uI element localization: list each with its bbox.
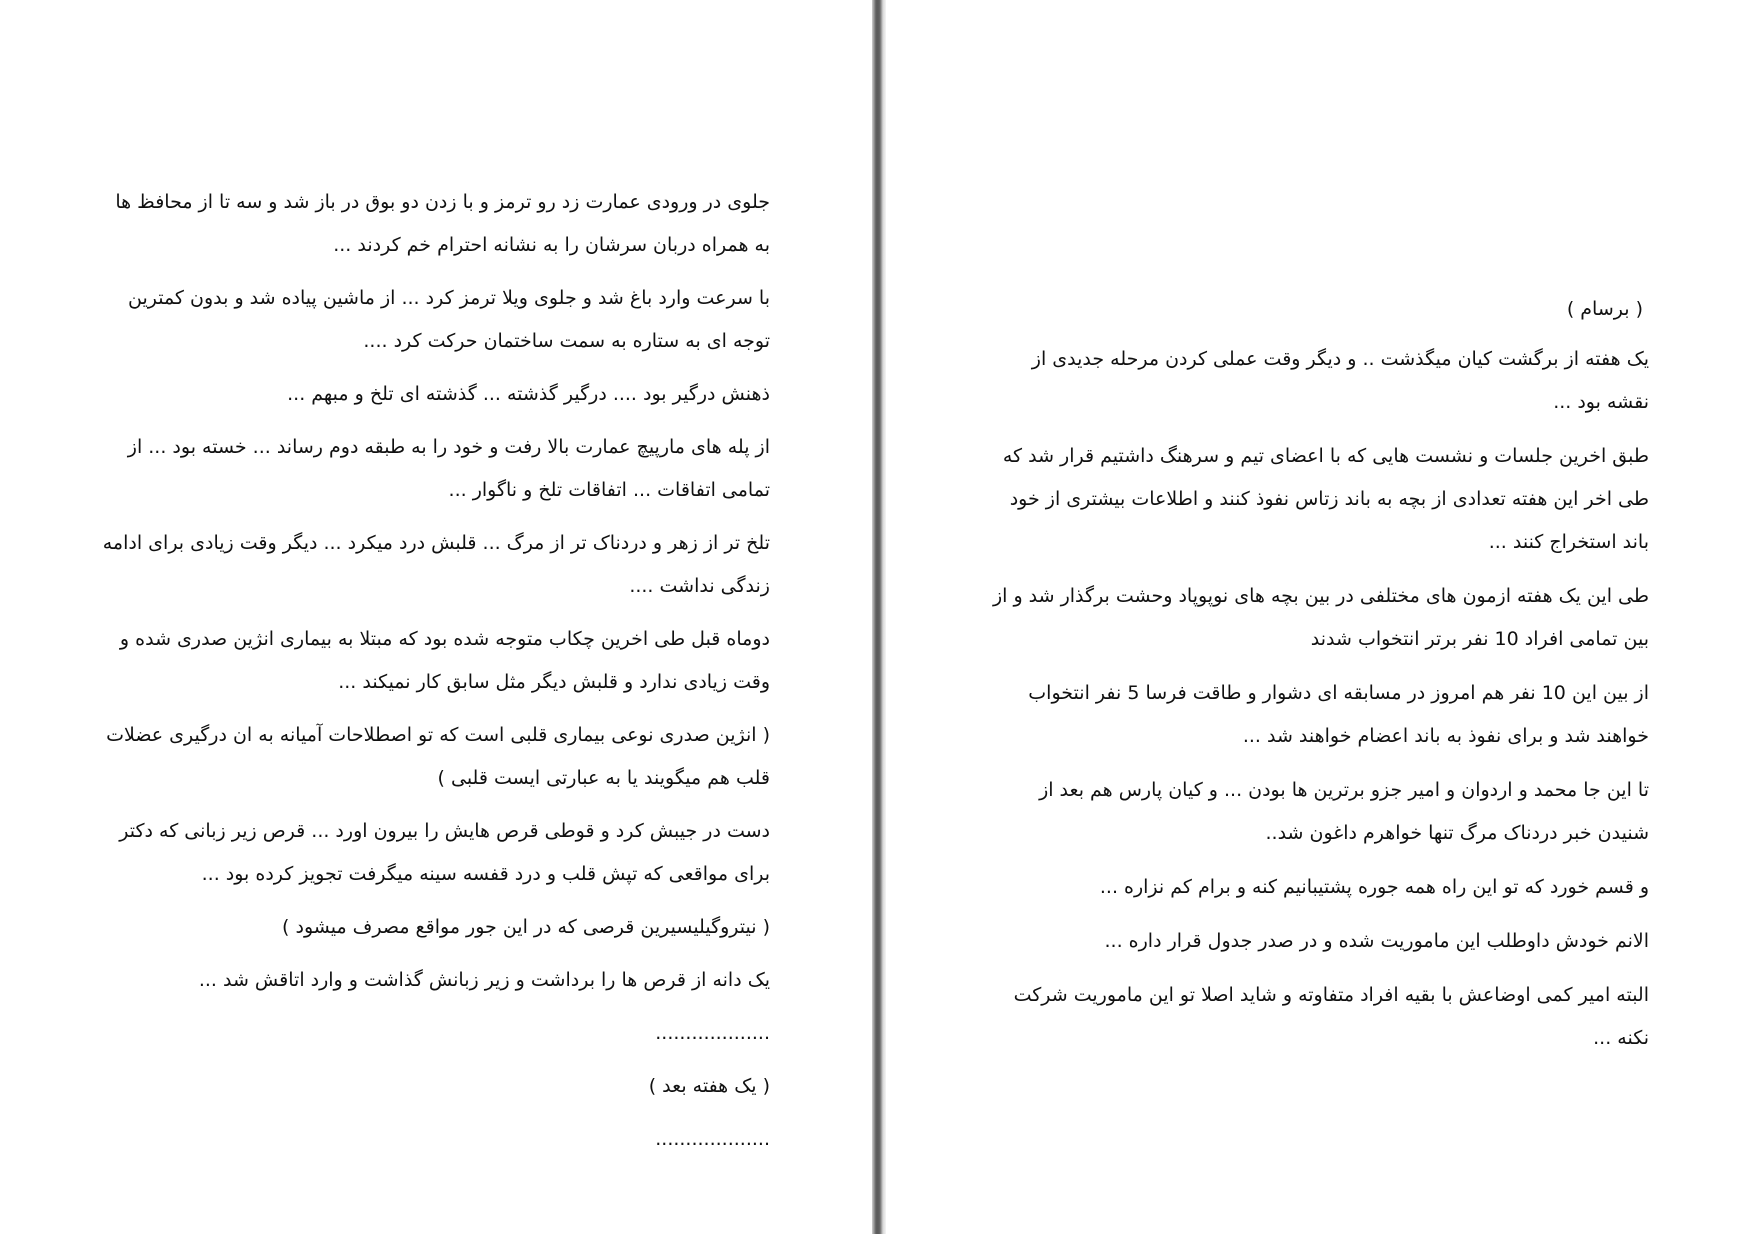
right-paragraph-2: طبق اخرین جلسات و نشست هایی که با اعضای تیم و سرهنگ داشتیم قرار شد که طی اخر این هفته تعدادی از بچه به باند زتاس نفوذ کنند و اطلاعات بیشتری از خود باند استخراج کنند ... bbox=[1002, 445, 1649, 553]
left-page bbox=[0, 0, 872, 1234]
left-paragraph-3: ذهنش درگیر بود .... درگیر گذشته ... گذشته ای تلخ و مبهم ... bbox=[287, 383, 770, 405]
right-paragraph-1: یک هفته از برگشت کیان میگذشت .. و دیگر وقت عملی کردن مرحله جدیدی از نقشه بود ... bbox=[1031, 348, 1649, 413]
scene-separator-bottom: ................... bbox=[655, 1128, 770, 1150]
left-paragraph-10: یک دانه از قرص ها را برداشت و زیر زبانش گذاشت و وارد اتاقش شد ... bbox=[198, 969, 770, 991]
left-paragraph-9: ( نیتروگیلیسیرین قرصی که در این جور مواقع مصرف میشود ) bbox=[282, 916, 770, 938]
left-paragraph-5: تلخ تر از زهر و دردناک تر از مرگ ... قلبش درد میکرد ... دیگر وقت زیادی برای ادامه زندگی نداشت .... bbox=[102, 532, 770, 597]
left-paragraph-6: دوماه قبل طی اخرین چکاب متوجه شده بود که مبتلا به بیماری انژین صدری شده و وقت زیادی ندارد و قلبش دیگر مثل سابق کار نمیکند ... bbox=[119, 628, 770, 693]
left-paragraph-8: دست در جیبش کرد و قوطی قرص هایش را بیرون اورد ... قرص زیر زبانی که دکتر برای مواقعی که تپش قلب و درد قفسه سینه میگرفت تجویز کرده بود ... bbox=[119, 820, 770, 885]
left-paragraph-2: با سرعت وارد باغ شد و جلوی ویلا ترمز کرد ... از ماشین پیاده شد و بدون کمترین توجه ای به ستاره به سمت ساختمان حرکت کرد .... bbox=[127, 287, 770, 352]
right-paragraph-5: تا این جا محمد و اردوان و امیر جزو برترین ها بودن ... و کیان پارس هم بعد از شنیدن خبر دردناک مرگ تنها خواهرم داغون شد.. bbox=[1039, 779, 1649, 844]
left-paragraph-1: جلوی در ورودی عمارت زد رو ترمز و با زدن دو بوق در باز شد و سه تا از محافظ ها به همراه دربان سرشان را به نشانه احترام خم کردند ... bbox=[115, 191, 770, 256]
narrator-heading: ( برسام ) bbox=[1566, 298, 1643, 320]
scene-separator-top: ................... bbox=[655, 1022, 770, 1044]
right-page-text bbox=[991, 288, 1649, 1071]
book-gutter bbox=[872, 0, 886, 1234]
right-paragraph-4: از بین این 10 نفر هم امروز در مسابقه ای دشوار و طاقت فرسا 5 نفر انتخواب خواهند شد و برای نفوذ به باند اعضام خواهند شد ... bbox=[1028, 682, 1649, 747]
right-page bbox=[886, 0, 1755, 1234]
right-paragraph-7: الانم خودش داوطلب این ماموریت شده و در صدر جدول قرار داره ... bbox=[1104, 930, 1649, 952]
right-paragraph-6: و قسم خورد که تو این راه همه جوره پشتیبانیم کنه و برام کم نزاره ... bbox=[1099, 876, 1649, 898]
left-paragraph-7: ( انژین صدری نوعی بیماری قلبی است که تو اصطلاحات آمیانه به ان درگیری عضلات قلب هم میگویند یا به عبارتی ایست قلبی ) bbox=[106, 724, 770, 789]
right-paragraph-3: طی این یک هفته ازمون های مختلفی در بین بچه های نوپوپاد وحشت برگذار شد و از بین تمامی افراد 10 نفر برتر انتخواب شدند bbox=[992, 585, 1649, 650]
left-page-text bbox=[100, 181, 770, 1171]
left-paragraph-4: از پله های مارپیچ عمارت بالا رفت و خود را به طبقه دوم رساند ... خسته بود ... از تمامی اتفاقات ... اتفاقات تلخ و ناگوار ... bbox=[127, 436, 770, 501]
time-skip-heading: ( یک هفته بعد ) bbox=[648, 1075, 770, 1097]
right-paragraph-8: البته امیر کمی اوضاعش با بقیه افراد متفاوته و شاید اصلا تو این ماموریت شرکت نکنه ... bbox=[1013, 984, 1649, 1049]
